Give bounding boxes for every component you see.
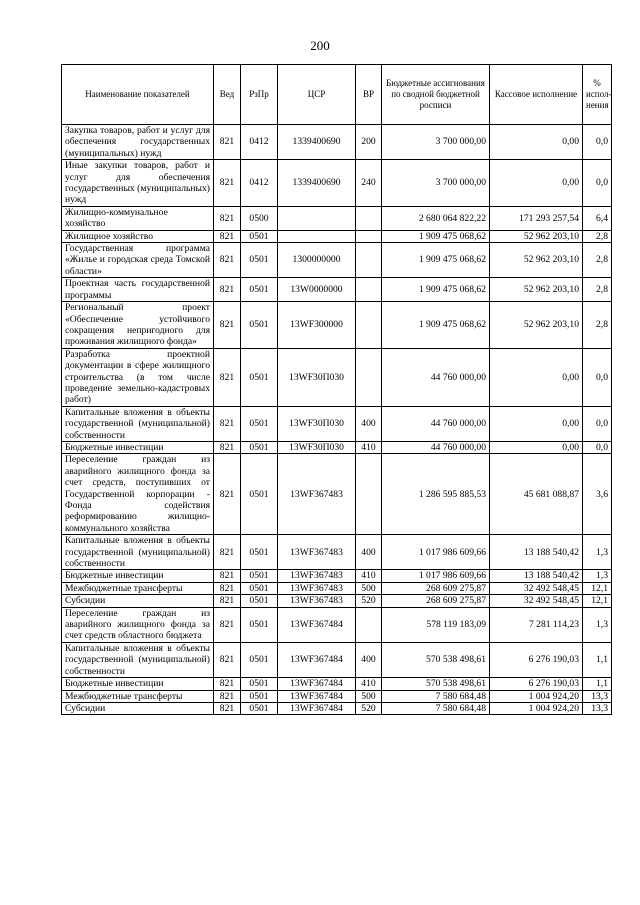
budget-cell: 570 538 498,61: [382, 642, 490, 677]
indicator-name-cell: Жилищно-коммунальное хозяйство: [62, 206, 214, 230]
indicator-name-cell: Капитальные вложения в объекты государственной (муниципальной) собственности: [62, 406, 214, 441]
vr-cell: [356, 230, 382, 242]
percent-cell: 2,8: [583, 243, 612, 278]
percent-cell: 1,3: [583, 535, 612, 570]
budget-cell: 1 909 475 068,62: [382, 243, 490, 278]
percent-cell: 1,3: [583, 607, 612, 642]
table-header-row: [62, 65, 612, 125]
rzpr-cell: 0501: [241, 595, 278, 607]
cash-cell: 0,00: [490, 406, 583, 441]
vr-cell: 500: [356, 582, 382, 594]
ved-cell: 821: [214, 348, 241, 406]
csr-cell: 13WF367483: [278, 582, 356, 594]
budget-cell: 44 760 000,00: [382, 406, 490, 441]
percent-cell: 0,0: [583, 441, 612, 453]
budget-cell: 44 760 000,00: [382, 441, 490, 453]
csr-cell: 13WF367483: [278, 570, 356, 582]
header-rzpr: РзПр: [241, 65, 278, 125]
ved-cell: 821: [214, 582, 241, 594]
csr-cell: 13WF30П030: [278, 441, 356, 453]
vr-cell: 400: [356, 406, 382, 441]
percent-cell: 0,0: [583, 406, 612, 441]
ved-cell: 821: [214, 702, 241, 714]
percent-cell: 12,1: [583, 582, 612, 594]
budget-cell: 3 700 000,00: [382, 125, 490, 160]
percent-cell: 12,1: [583, 595, 612, 607]
header-ved: Вед: [214, 65, 241, 125]
table-row: [62, 160, 612, 207]
rzpr-cell: 0412: [241, 125, 278, 160]
rzpr-cell: 0501: [241, 642, 278, 677]
ved-cell: 821: [214, 678, 241, 690]
ved-cell: 821: [214, 441, 241, 453]
budget-cell: 578 119 183,09: [382, 607, 490, 642]
indicator-name-cell: Переселение граждан из аварийного жилищного фонда за счет средств областного бюджета: [62, 607, 214, 642]
indicator-name-cell: Бюджетные инвестиции: [62, 678, 214, 690]
rzpr-cell: 0501: [241, 406, 278, 441]
vr-cell: 410: [356, 678, 382, 690]
percent-cell: 2,8: [583, 278, 612, 302]
table-row: [62, 243, 612, 278]
table-row: [62, 125, 612, 160]
csr-cell: 13WF367484: [278, 702, 356, 714]
csr-cell: 1300000000: [278, 243, 356, 278]
page-number: 200: [310, 38, 330, 53]
vr-cell: 400: [356, 642, 382, 677]
budget-cell: 570 538 498,61: [382, 678, 490, 690]
ved-cell: 821: [214, 535, 241, 570]
indicator-name-cell: Межбюджетные трансферты: [62, 690, 214, 702]
csr-cell: 13WF30П030: [278, 406, 356, 441]
percent-cell: 0,0: [583, 348, 612, 406]
table-row: [62, 278, 612, 302]
budget-cell: 7 580 684,48: [382, 690, 490, 702]
cash-cell: 1 004 924,20: [490, 702, 583, 714]
indicator-name-cell: Региональный проект «Обеспечение устойчивого сокращения непригодного для проживания жилищного фонда»: [62, 302, 214, 349]
percent-cell: 2,8: [583, 230, 612, 242]
budget-cell: 268 609 275,87: [382, 582, 490, 594]
rzpr-cell: 0412: [241, 160, 278, 207]
indicator-name-cell: Субсидии: [62, 702, 214, 714]
vr-cell: [356, 206, 382, 230]
csr-cell: 13W0000000: [278, 278, 356, 302]
ved-cell: 821: [214, 230, 241, 242]
table-row: [62, 454, 612, 535]
ved-cell: 821: [214, 278, 241, 302]
vr-cell: 410: [356, 441, 382, 453]
rzpr-cell: 0501: [241, 607, 278, 642]
ved-cell: 821: [214, 690, 241, 702]
table-row: [62, 582, 612, 594]
indicator-name-cell: Закупка товаров, работ и услуг для обеспечения государственных (муниципальных) нужд: [62, 125, 214, 160]
budget-table: [61, 64, 612, 715]
table-row: [62, 230, 612, 242]
table-row: [62, 535, 612, 570]
cash-cell: 6 276 190,03: [490, 642, 583, 677]
percent-cell: 6,4: [583, 206, 612, 230]
rzpr-cell: 0501: [241, 348, 278, 406]
budget-cell: 2 680 064 822,22: [382, 206, 490, 230]
header-vr: ВР: [356, 65, 382, 125]
rzpr-cell: 0501: [241, 690, 278, 702]
table-row: [62, 702, 612, 714]
budget-cell: 1 909 475 068,62: [382, 278, 490, 302]
indicator-name-cell: Межбюджетные трансферты: [62, 582, 214, 594]
csr-cell: 13WF367483: [278, 454, 356, 535]
budget-cell: 3 700 000,00: [382, 160, 490, 207]
ved-cell: 821: [214, 206, 241, 230]
budget-cell: 268 609 275,87: [382, 595, 490, 607]
rzpr-cell: 0501: [241, 454, 278, 535]
rzpr-cell: 0501: [241, 302, 278, 349]
cash-cell: 52 962 203,10: [490, 230, 583, 242]
indicator-name-cell: Бюджетные инвестиции: [62, 570, 214, 582]
rzpr-cell: 0501: [241, 243, 278, 278]
percent-cell: 0,0: [583, 125, 612, 160]
cash-cell: 32 492 548,45: [490, 595, 583, 607]
vr-cell: 500: [356, 690, 382, 702]
cash-cell: 7 281 114,23: [490, 607, 583, 642]
table-row: [62, 570, 612, 582]
table-row: [62, 206, 612, 230]
csr-cell: 13WF367483: [278, 595, 356, 607]
ved-cell: 821: [214, 595, 241, 607]
vr-cell: 400: [356, 535, 382, 570]
csr-cell: [278, 230, 356, 242]
vr-cell: [356, 348, 382, 406]
table-row: [62, 406, 612, 441]
budget-cell: 1 017 986 609,66: [382, 570, 490, 582]
header-indicator-name: Наименование показателей: [62, 65, 214, 125]
csr-cell: 1339400690: [278, 160, 356, 207]
cash-cell: 0,00: [490, 125, 583, 160]
indicator-name-cell: Жилищное хозяйство: [62, 230, 214, 242]
header-budget-allocations: Бюджетные ассигнования по сводной бюджетной росписи: [382, 65, 490, 125]
ved-cell: 821: [214, 607, 241, 642]
cash-cell: 6 276 190,03: [490, 678, 583, 690]
vr-cell: 520: [356, 702, 382, 714]
table-row: [62, 441, 612, 453]
cash-cell: 0,00: [490, 160, 583, 207]
csr-cell: 13WF367484: [278, 607, 356, 642]
percent-cell: 13,3: [583, 702, 612, 714]
vr-cell: 520: [356, 595, 382, 607]
rzpr-cell: 0501: [241, 278, 278, 302]
csr-cell: 13WF367484: [278, 690, 356, 702]
csr-cell: 13WF367484: [278, 642, 356, 677]
budget-cell: 1 909 475 068,62: [382, 302, 490, 349]
percent-cell: 1,1: [583, 678, 612, 690]
budget-cell: 1 017 986 609,66: [382, 535, 490, 570]
cash-cell: 13 188 540,42: [490, 570, 583, 582]
budget-cell: 44 760 000,00: [382, 348, 490, 406]
rzpr-cell: 0501: [241, 441, 278, 453]
percent-cell: 1,3: [583, 570, 612, 582]
rzpr-cell: 0501: [241, 570, 278, 582]
cash-cell: 52 962 203,10: [490, 243, 583, 278]
rzpr-cell: 0501: [241, 535, 278, 570]
cash-cell: 52 962 203,10: [490, 302, 583, 349]
cash-cell: 32 492 548,45: [490, 582, 583, 594]
cash-cell: 1 004 924,20: [490, 690, 583, 702]
rzpr-cell: 0501: [241, 678, 278, 690]
percent-cell: 2,8: [583, 302, 612, 349]
csr-cell: 13WF367483: [278, 535, 356, 570]
indicator-name-cell: Субсидии: [62, 595, 214, 607]
ved-cell: 821: [214, 302, 241, 349]
vr-cell: [356, 607, 382, 642]
csr-cell: 13WF300000: [278, 302, 356, 349]
percent-cell: 3,6: [583, 454, 612, 535]
ved-cell: 821: [214, 570, 241, 582]
table-row: [62, 607, 612, 642]
ved-cell: 821: [214, 125, 241, 160]
cash-cell: 0,00: [490, 441, 583, 453]
vr-cell: 410: [356, 570, 382, 582]
vr-cell: [356, 454, 382, 535]
csr-cell: [278, 206, 356, 230]
vr-cell: [356, 302, 382, 349]
vr-cell: 240: [356, 160, 382, 207]
cash-cell: 0,00: [490, 348, 583, 406]
rzpr-cell: 0501: [241, 582, 278, 594]
csr-cell: 13WF30П030: [278, 348, 356, 406]
percent-cell: 0,0: [583, 160, 612, 207]
csr-cell: 1339400690: [278, 125, 356, 160]
vr-cell: [356, 243, 382, 278]
vr-cell: [356, 278, 382, 302]
rzpr-cell: 0500: [241, 206, 278, 230]
header-execution-percent: % испол-нения: [583, 65, 612, 125]
budget-cell: 7 580 684,48: [382, 702, 490, 714]
percent-cell: 13,3: [583, 690, 612, 702]
budget-cell: 1 286 595 885,53: [382, 454, 490, 535]
rzpr-cell: 0501: [241, 702, 278, 714]
table-row: [62, 642, 612, 677]
indicator-name-cell: Капитальные вложения в объекты государственной (муниципальной) собственности: [62, 642, 214, 677]
table-row: [62, 678, 612, 690]
indicator-name-cell: Государственная программа «Жилье и городская среда Томской области»: [62, 243, 214, 278]
cash-cell: 171 293 257,54: [490, 206, 583, 230]
indicator-name-cell: Разработка проектной документации в сфере жилищного строительства (в том числе проведение земельно-кадастровых работ): [62, 348, 214, 406]
table-row: [62, 302, 612, 349]
indicator-name-cell: Проектная часть государственной программы: [62, 278, 214, 302]
cash-cell: 52 962 203,10: [490, 278, 583, 302]
rzpr-cell: 0501: [241, 230, 278, 242]
cash-cell: 45 681 088,87: [490, 454, 583, 535]
csr-cell: 13WF367484: [278, 678, 356, 690]
indicator-name-cell: Иные закупки товаров, работ и услуг для обеспечения государственных (муниципальных) нужд: [62, 160, 214, 207]
ved-cell: 821: [214, 406, 241, 441]
table-row: [62, 690, 612, 702]
indicator-name-cell: Бюджетные инвестиции: [62, 441, 214, 453]
ved-cell: 821: [214, 160, 241, 207]
ved-cell: 821: [214, 243, 241, 278]
indicator-name-cell: Капитальные вложения в объекты государственной (муниципальной) собственности: [62, 535, 214, 570]
indicator-name-cell: Переселение граждан из аварийного жилищного фонда за счет средств, поступивших от Государственной корпорации - Фонда содействия реформированию жилищно-коммунального хозяйства: [62, 454, 214, 535]
cash-cell: 13 188 540,42: [490, 535, 583, 570]
table-row: [62, 595, 612, 607]
ved-cell: 821: [214, 642, 241, 677]
ved-cell: 821: [214, 454, 241, 535]
table-row: [62, 348, 612, 406]
vr-cell: 200: [356, 125, 382, 160]
header-csr: ЦСР: [278, 65, 356, 125]
percent-cell: 1,1: [583, 642, 612, 677]
budget-cell: 1 909 475 068,62: [382, 230, 490, 242]
header-cash-execution: Кассовое исполнение: [490, 65, 583, 125]
